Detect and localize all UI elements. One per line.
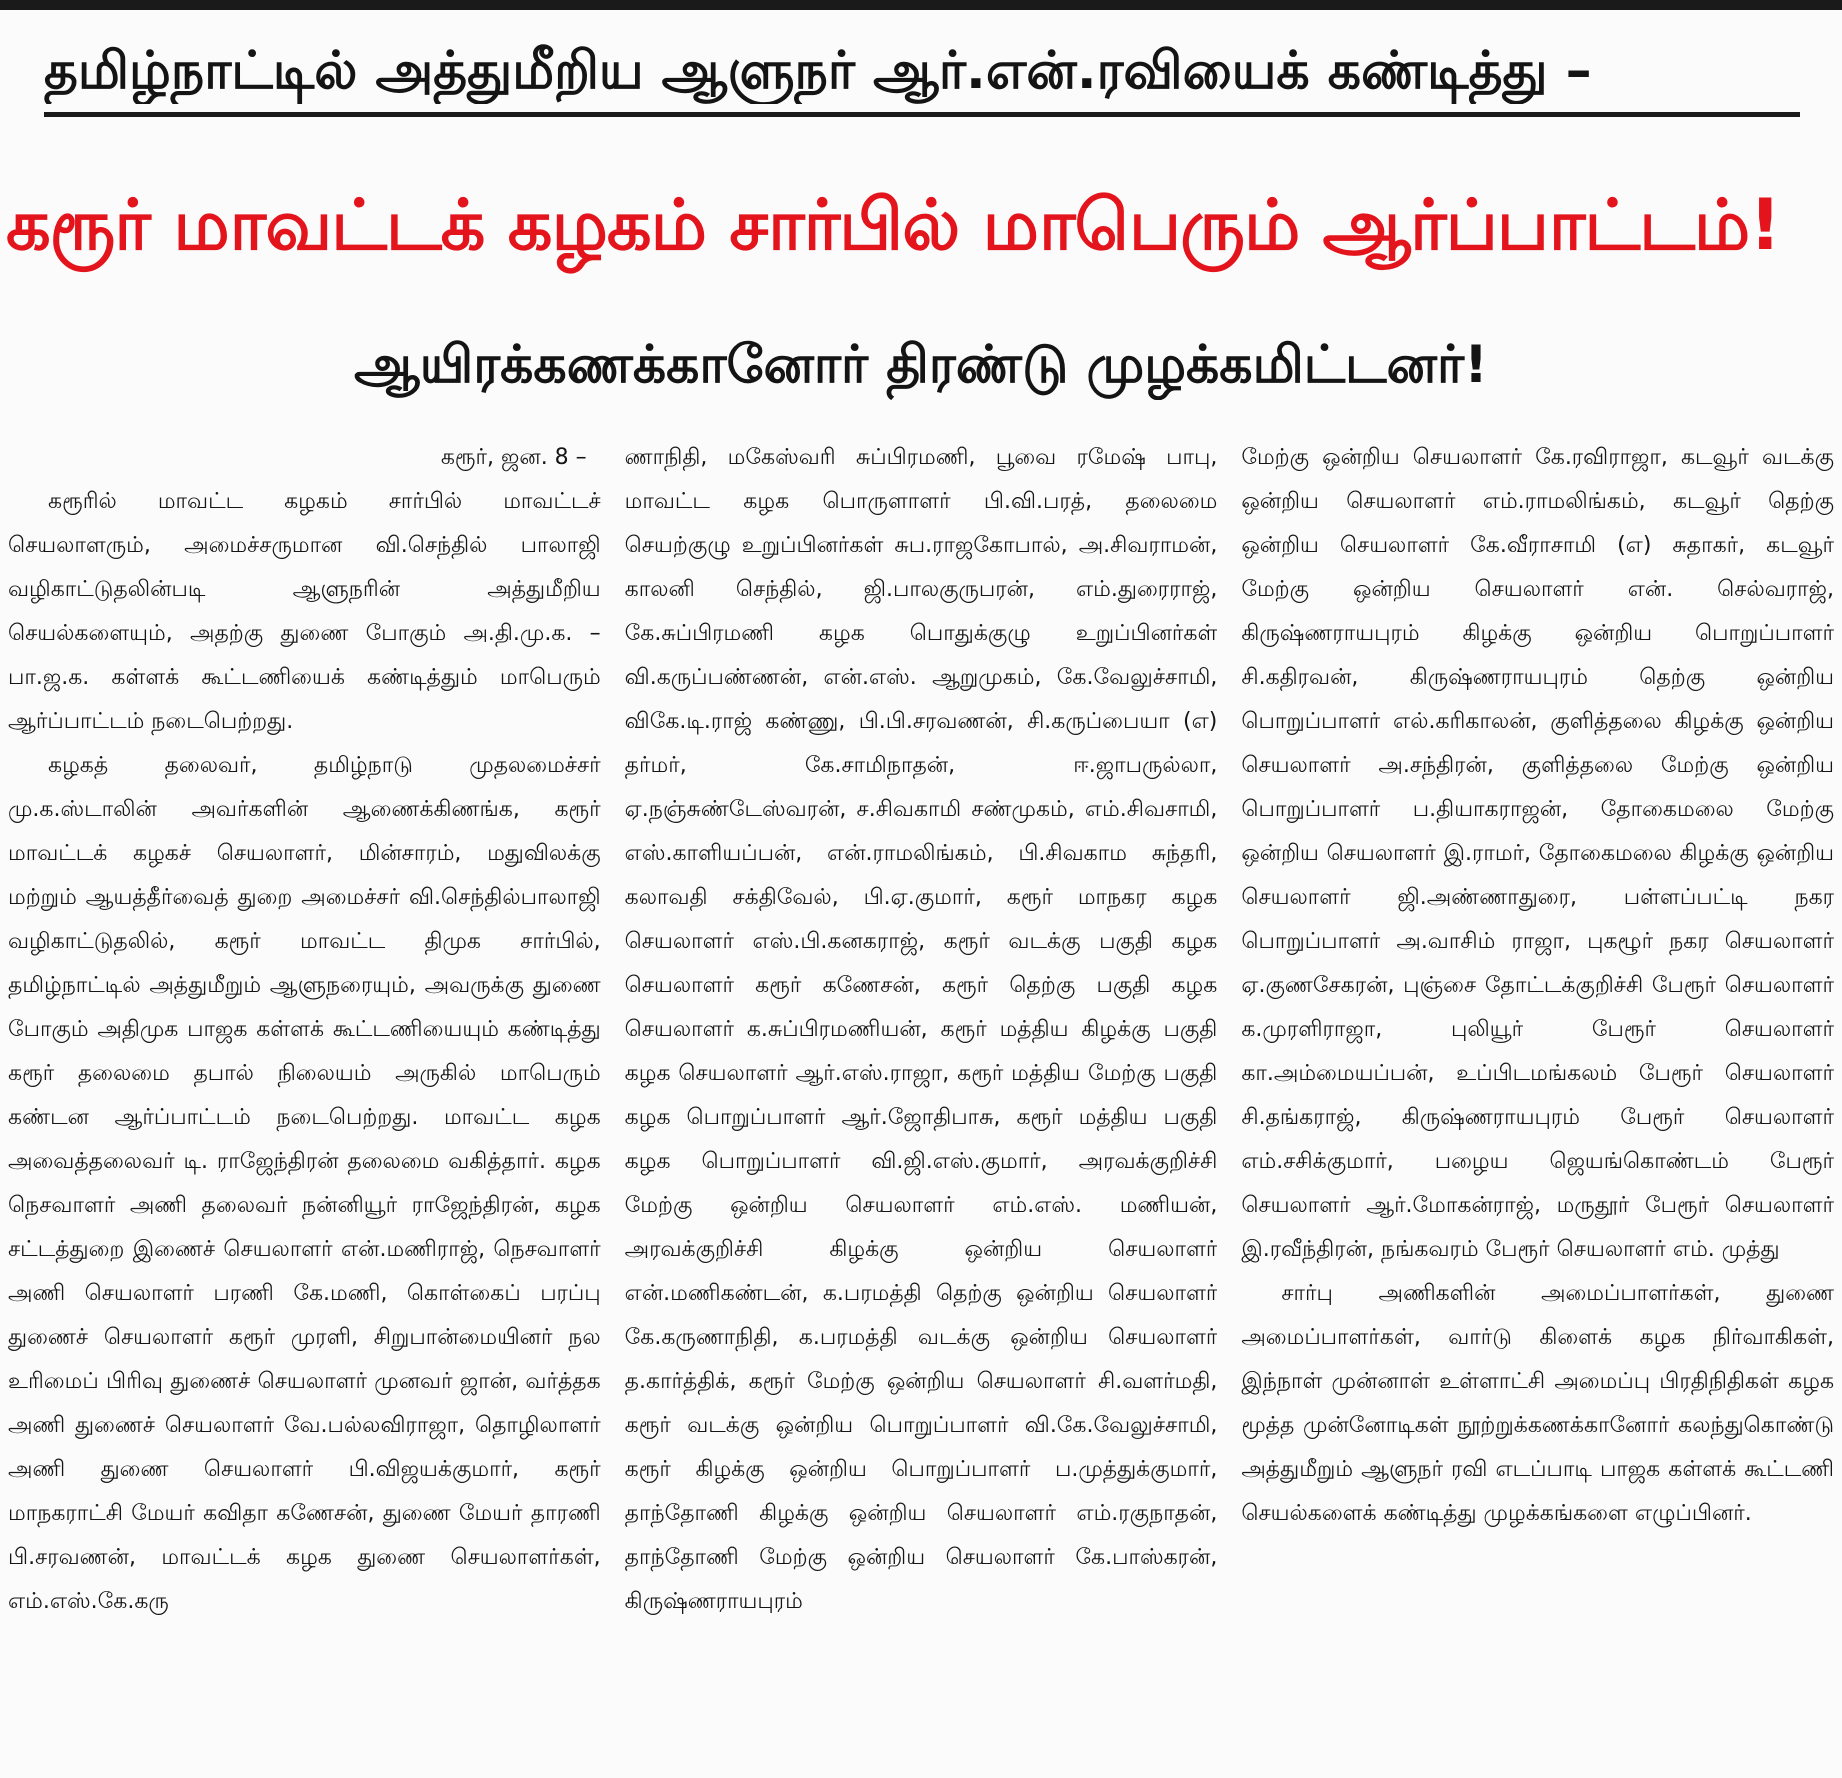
main-headline: கரூர் மாவட்டக் கழகம் சார்பில் மாபெரும் ஆர்ப்பாட்டம்! bbox=[6, 184, 1781, 266]
dateline: கரூர், ஜன. 8 – bbox=[440, 445, 587, 470]
top-border-rule bbox=[0, 0, 1842, 10]
article-body bbox=[8, 436, 1834, 1766]
paragraph: சார்பு அணிகளின் அமைப்பாளர்கள், துணை அமைப்பாளர்கள், வார்டு கிளைக் கழக நிர்வாகிகள், இந்நாள் முன்னாள் உள்ளாட்சி அமைப்பு பிரதிநிதிகள் கழக மூத்த முன்னோடிகள் நூற்றுக்கணக்கானோர் கலந்துகொண்டு அத்துமீறும் ஆளுநர் ரவி எடப்பாடி பாஜக கள்ளக் கூட்டணி செயல்களைக் கண்டித்து முழக்கங்களை எழுப்பினர். bbox=[1241, 1281, 1835, 1526]
article-column-2 bbox=[625, 436, 1218, 1766]
article-column-3 bbox=[1241, 436, 1834, 1766]
paragraph: மேற்கு ஒன்றிய செயலாளர் கே.ரவிராஜா, கடவூர் வடக்கு ஒன்றிய செயலாளர் எம்.ராமலிங்கம், கடவூர் தெற்கு ஒன்றிய செயலாளர் கே.வீராசாமி (எ) சுதாகர், கடவூர் மேற்கு ஒன்றிய செயலாளர் என். செல்வராஜ், கிருஷ்ணராயபுரம் கிழக்கு ஒன்றிய பொறுப்பாளர் சி.கதிரவன், கிருஷ்ணராயபுரம் தெற்கு ஒன்றிய பொறுப்பாளர் எல்.கரிகாலன், குளித்தலை கிழக்கு ஒன்றிய செயலாளர் அ.சந்திரன், குளித்தலை மேற்கு ஒன்றிய பொறுப்பாளர் ப.தியாகராஜன், தோகைமலை மேற்கு ஒன்றிய செயலாளர் இ.ராமர், தோகைமலை கிழக்கு ஒன்றிய செயலாளர் ஜி.அண்ணாதுரை, பள்ளப்பட்டி நகர பொறுப்பாளர் அ.வாசிம் ராஜா, புகழூர் நகர செயலாளர் ஏ.குணசேகரன், புஞ்சை தோட்டக்குறிச்சி பேரூர் செயலாளர் க.முரளிராஜா, புலியூர் பேரூர் செயலாளர் கா.அம்மையப்பன், உப்பிடமங்கலம் பேரூர் செயலாளர் சி.தங்கராஜ், கிருஷ்ணராயபுரம் பேரூர் செயலாளர் எம்.சசிக்குமார், பழைய ஜெயங்கொண்டம் பேரூர் செயலாளர் ஆர்.மோகன்ராஜ், மருதூர் பேரூர் செயலாளர் இ.ரவீந்திரன், நங்கவரம் பேரூர் செயலாளர் எம். முத்து bbox=[1241, 445, 1835, 1262]
sub-headline: ஆயிரக்கணக்கானோர் திரண்டு முழக்கமிட்டனர்! bbox=[354, 335, 1488, 395]
paragraph: கழகத் தலைவர், தமிழ்நாடு முதலமைச்சர் மு.க.ஸ்டாலின் அவர்களின் ஆணைக்கிணங்க, கரூர் மாவட்டக் கழகச் செயலாளர், மின்சாரம், மதுவிலக்கு மற்றும் ஆயத்தீர்வைத் துறை அமைச்சர் வி.செந்தில்பாலாஜி வழிகாட்டுதலில், கரூர் மாவட்ட திமுக சார்பில், தமிழ்நாட்டில் அத்துமீறும் ஆளுநரையும், அவருக்கு துணை போகும் அதிமுக பாஜக கள்ளக் கூட்டணியையும் கண்டித்து கரூர் தலைமை தபால் நிலையம் அருகில் மாபெரும் கண்டன ஆர்ப்பாட்டம் நடைபெற்றது. மாவட்ட கழக அவைத்தலைவர் டி. ராஜேந்திரன் தலைமை வகித்தார். கழக நெசவாளர் அணி தலைவர் நன்னியூர் ராஜேந்திரன், கழக சட்டத்துறை இணைச் செயலாளர் என்.மணிராஜ், நெசவாளர் அணி செயலாளர் பரணி கே.மணி, கொள்கைப் பரப்பு துணைச் செயலாளர் கரூர் முரளி, சிறுபான்மையினர் நல உரிமைப் பிரிவு துணைச் செயலாளர் முனவர் ஜான், வர்த்தக அணி துணைச் செயலாளர் வே.பல்லவிராஜா, தொழிலாளர் அணி துணை செயலாளர் பி.விஜயக்குமார், கரூர் மாநகராட்சி மேயர் கவிதா கணேசன், துணை மேயர் தாரணி பி.சரவணன், மாவட்டக் கழக துணை செயலாளர்கள், எம்.எஸ்.கே.கரு bbox=[8, 753, 601, 1614]
article-column-1 bbox=[8, 436, 601, 1766]
paragraph: ணாநிதி, மகேஸ்வரி சுப்பிரமணி, பூவை ரமேஷ் பாபு, மாவட்ட கழக பொருளாளர் பி.வி.பரத், தலைமை செயற்குழு உறுப்பினர்கள் சுப.ராஜகோபால், அ.சிவராமன், காலனி செந்தில், ஜி.பாலகுருபரன், எம்.துரைராஜ், கே.சுப்பிரமணி கழக பொதுக்குழு உறுப்பினர்கள் வி.கருப்பண்ணன், என்.எஸ். ஆறுமுகம், கே.வேலுச்சாமி, விகே.டி.ராஜ் கண்ணு, பி.பி.சரவணன், சி.கருப்பையா (எ) தர்மர், கே.சாமிநாதன், ஈ.ஜாபருல்லா, ஏ.நஞ்சுண்டேஸ்வரன், ச.சிவகாமி சண்முகம், எம்.சிவசாமி, எஸ்.காளியப்பன், என்.ராமலிங்கம், பி.சிவகாம சுந்தரி, கலாவதி சக்திவேல், பி.ஏ.குமார், கரூர் மாநகர கழக செயலாளர் எஸ்.பி.கனகராஜ், கரூர் வடக்கு பகுதி கழக செயலாளர் கரூர் கணேசன், கரூர் தெற்கு பகுதி கழக செயலாளர் க.சுப்பிரமணியன், கரூர் மத்திய கிழக்கு பகுதி கழக செயலாளர் ஆர்.எஸ்.ராஜா, கரூர் மத்திய மேற்கு பகுதி கழக பொறுப்பாளர் ஆர்.ஜோதிபாசு, கரூர் மத்திய பகுதி கழக பொறுப்பாளர் வி.ஜி.எஸ்.குமார், அரவக்குறிச்சி மேற்கு ஒன்றிய செயலாளர் எம்.எஸ். மணியன், அரவக்குறிச்சி கிழக்கு ஒன்றிய செயலாளர் என்.மணிகண்டன், க.பரமத்தி தெற்கு ஒன்றிய செயலாளர் கே.கருணாநிதி, க.பரமத்தி வடக்கு ஒன்றிய செயலாளர் த.கார்த்திக், கரூர் மேற்கு ஒன்றிய செயலாளர் சி.வளர்மதி, கரூர் வடக்கு ஒன்றிய பொறுப்பாளர் வி.கே.வேலுச்சாமி, கரூர் கிழக்கு ஒன்றிய பொறுப்பாளர் ப.முத்துக்குமார், தாந்தோணி கிழக்கு ஒன்றிய செயலாளர் எம்.ரகுநாதன், தாந்தோணி மேற்கு ஒன்றிய செயலாளர் கே.பாஸ்கரன், கிருஷ்ணராயபுரம் bbox=[624, 445, 1218, 1614]
kicker-underline bbox=[44, 112, 1800, 117]
kicker-headline: தமிழ்நாட்டில் அத்துமீறிய ஆளுநர் ஆர்.என்.ரவியைக் கண்டித்து – bbox=[44, 41, 1592, 101]
paragraph: கரூரில் மாவட்ட கழகம் சார்பில் மாவட்டச் செயலாளரும், அமைச்சருமான வி.செந்தில் பாலாஜி வழிகாட்டுதலின்படி ஆளுநரின் அத்துமீறிய செயல்களையும், அதற்கு துணை போகும் அ.தி.மு.க. – பா.ஜ.க. கள்ளக் கூட்டணியைக் கண்டித்தும் மாபெரும் ஆர்ப்பாட்டம் நடைபெற்றது. bbox=[8, 489, 601, 734]
